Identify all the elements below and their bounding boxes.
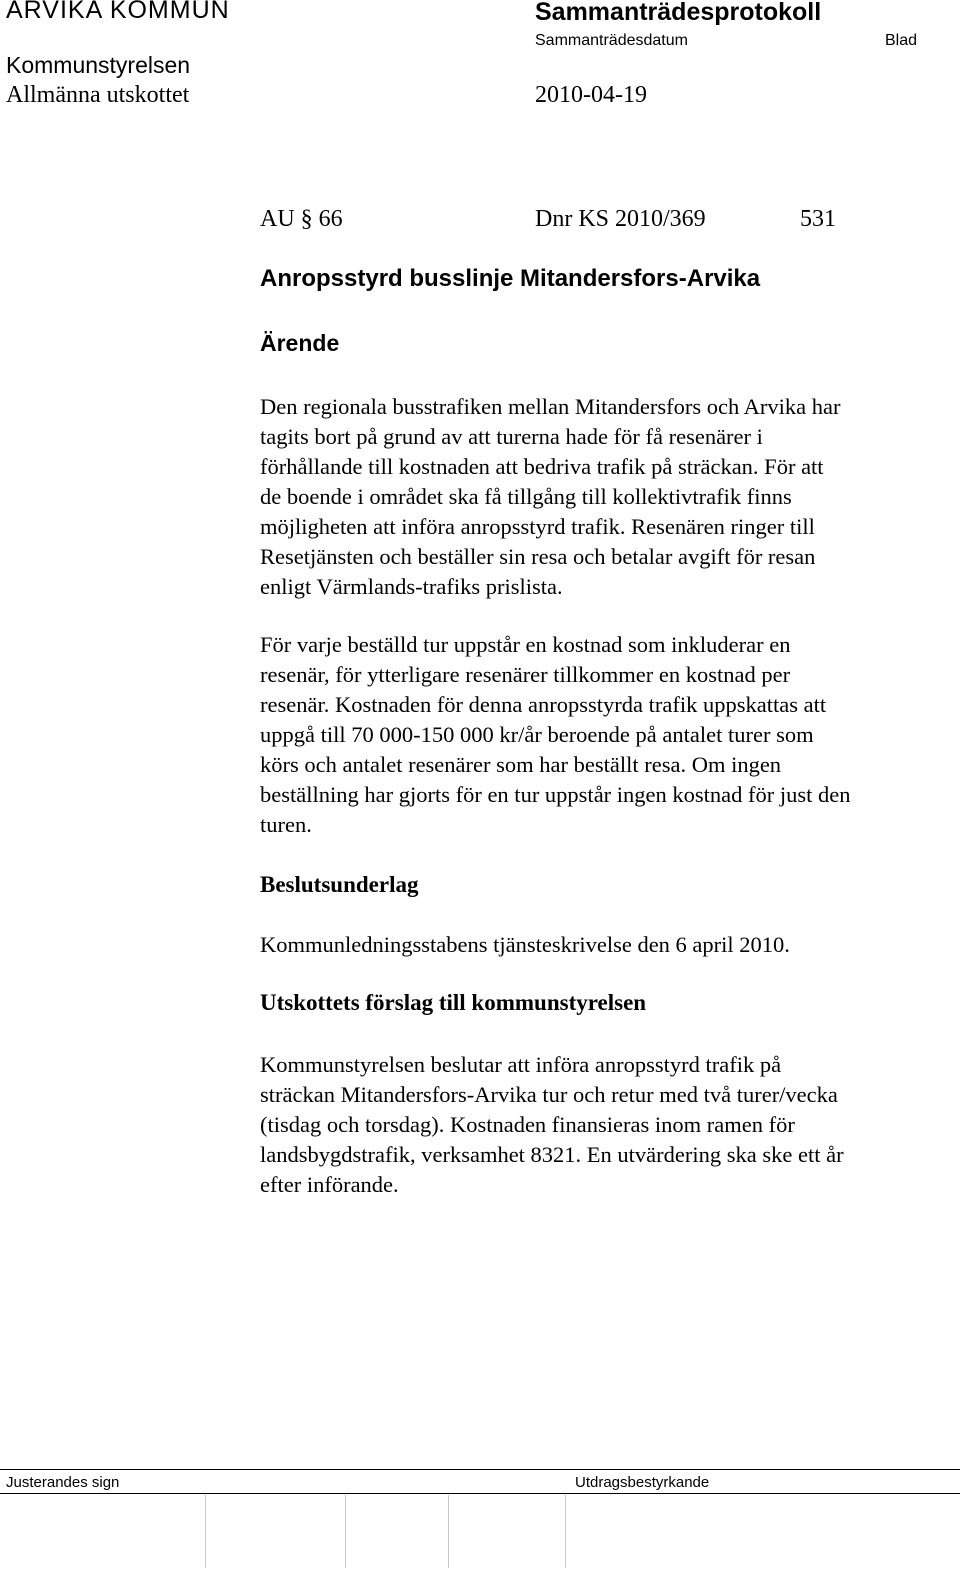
text-line: beställning har gjorts för en tur uppstår ingen kostnad för just den [260, 782, 851, 807]
paragraph-arende-2 [260, 630, 940, 840]
paragraph-forslag [260, 1050, 940, 1200]
text-line: förhållande till kostnaden att bedriva trafik på sträckan. För att [260, 454, 824, 479]
text-line: efter införande. [260, 1172, 399, 1197]
text-line: Kommunstyrelsen beslutar att införa anropsstyrd trafik på [260, 1052, 782, 1077]
paragraph-beslutsunderlag [260, 930, 940, 960]
text-line: (tisdag och torsdag). Kostnaden finansieras inom ramen för [260, 1112, 795, 1137]
text-line: turen. [260, 812, 312, 837]
text-line: resenär, för ytterligare resenärer tillkommer en kostnad per [260, 662, 791, 687]
signature-box-divider [565, 1495, 566, 1568]
signature-box-divider [205, 1495, 206, 1568]
text-line: möjligheten att införa anropsstyrd trafik. Resenären ringer till [260, 514, 815, 539]
section-heading-beslutsunderlag: Beslutsunderlag [260, 872, 419, 897]
document-type: Sammanträdesprotokoll [535, 0, 822, 26]
case-title: Anropsstyrd busslinje Mitandersfors-Arvika [260, 265, 761, 292]
text-line: Resetjänsten och beställer sin resa och betalar avgift för resan [260, 544, 816, 569]
board-name: Kommunstyrelsen [6, 52, 191, 78]
case-dnr: Dnr KS 2010/369 [535, 206, 706, 232]
committee-name: Allmänna utskottet [6, 82, 190, 108]
meeting-date-label: Sammanträdesdatum [535, 32, 688, 49]
section-heading-forslag: Utskottets förslag till kommunstyrelsen [260, 990, 647, 1015]
section-heading-arende: Ärende [260, 330, 340, 356]
text-line: landsbygdstrafik, verksamhet 8321. En utvärdering ska ske ett år [260, 1142, 844, 1167]
text-line: Kommunledningsstabens tjänsteskrivelse den 6 april 2010. [260, 932, 790, 957]
signature-box-divider [448, 1495, 449, 1568]
text-line: resenär. Kostnaden för denna anropsstyrda trafik uppskattas att [260, 692, 827, 717]
text-line: enligt Värmlands-trafiks prislista. [260, 574, 563, 599]
footer-top-rule [0, 1469, 960, 1470]
text-line: tagits bort på grund av att turerna hade för få resenärer i [260, 424, 763, 449]
case-number: 531 [800, 206, 836, 232]
signature-box-divider [345, 1495, 346, 1568]
text-line: sträckan Mitandersfors-Arvika tur och retur med två turer/vecka [260, 1082, 838, 1107]
case-reference: AU § 66 [260, 206, 343, 232]
text-line: de boende i området ska få tillgång till kollektivtrafik finns [260, 484, 792, 509]
organization-name: ARVIKA KOMMUN [6, 0, 230, 24]
meeting-date: 2010-04-19 [535, 82, 647, 108]
text-line: Den regionala busstrafiken mellan Mitandersfors och Arvika har [260, 394, 841, 419]
signature-label: Justerandes sign [6, 1474, 120, 1491]
page-label: Blad [885, 32, 918, 49]
text-line: körs och antalet resenärer som har beställt resa. Om ingen [260, 752, 782, 777]
text-line: uppgå till 70 000-150 000 kr/år beroende på antalet turer som [260, 722, 814, 747]
paragraph-arende-1 [260, 392, 940, 602]
footer-bottom-rule [0, 1493, 960, 1494]
extract-label: Utdragsbestyrkande [575, 1474, 710, 1491]
text-line: För varje beställd tur uppstår en kostnad som inkluderar en [260, 632, 791, 657]
